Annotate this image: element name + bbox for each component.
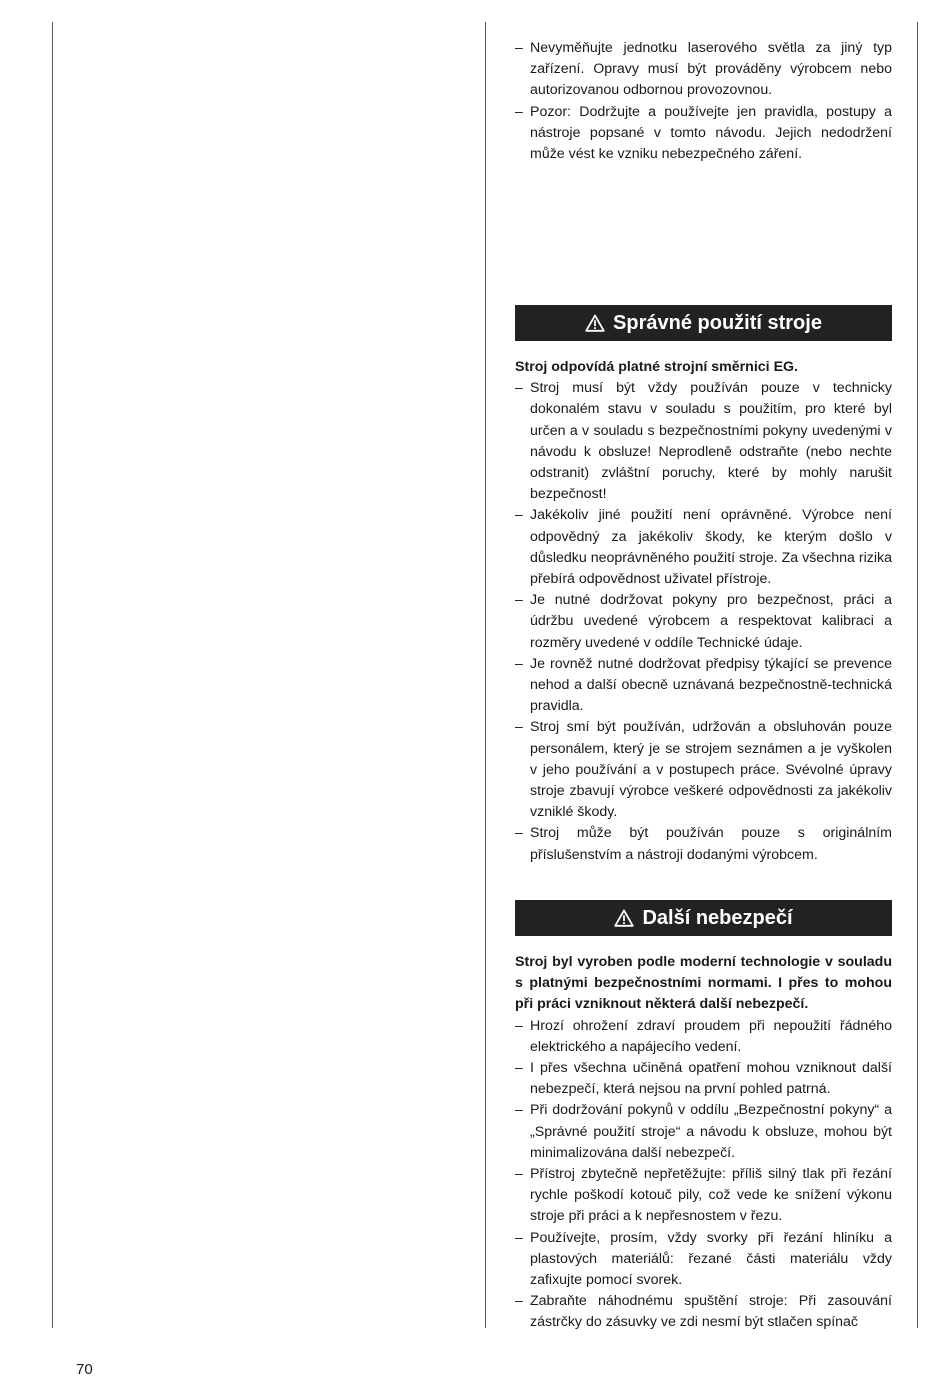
list-item: – Je rovněž nutné dodržovat předpisy týkající se prevence nehod a další obecně uznávaná bezpečnostně-technická pravidla.	[515, 654, 892, 718]
list-item: – Pozor: Dodržujte a používejte jen pravidla, postupy a nástroje popsané v tomto návodu. Jejich nedodržení může vést ke vzniku nebezpečného záření.	[515, 102, 892, 166]
section-title: Správné použití stroje	[613, 311, 822, 334]
list-item: – Používejte, prosím, vždy svorky při řezání hliníku a plastových materiálů: řezané části materiálu vždy zafixujte pomocí svorek.	[515, 1228, 892, 1292]
list-item: – I přes všechna učiněná opatření mohou vzniknout další nebezpečí, která nejsou na první pohled patrná.	[515, 1058, 892, 1100]
list-item: – Zabraňte náhodnému spuštění stroje: Při zasouvání zástrčky do zásuvky ve zdi nesmí být stlačen spínač	[515, 1291, 892, 1333]
warning-triangle-icon	[614, 909, 634, 927]
list-item: – Při dodržování pokynů v oddílu „Bezpečnostní pokyny“ a „Správné použití stroje“ a návodu k obsluze, mohou být minimalizována další nebezpečí.	[515, 1100, 892, 1164]
section-lead: Stroj odpovídá platné strojní směrnici EG.	[515, 359, 799, 375]
intro-block	[515, 38, 892, 165]
column-divider-rule	[485, 22, 486, 1328]
section-body-other-hazards	[515, 952, 892, 1334]
list-item: – Je nutné dodržovat pokyny pro bezpečnost, práci a údržbu uvedené výrobcem a respektovat kalibraci a rozměry uvedené v oddíle Technické údaje.	[515, 590, 892, 654]
list-item: – Jakékoliv jiné použití není oprávněné. Výrobce není odpovědný za jakékoliv škody, ke kterým došlo v důsledku neoprávněného použití stroje. Za všechna rizika přebírá odpovědnost uživatel přístroje.	[515, 505, 892, 590]
intro-list	[515, 38, 892, 165]
list-item: – Stroj může být používán pouze s originálním příslušenstvím a nástroji dodanými výrobcem.	[515, 823, 892, 865]
page-number: 70	[76, 1361, 93, 1378]
list-item: – Hrozí ohrožení zdraví proudem při nepoužití řádného elektrického a napájecího vedení.	[515, 1016, 892, 1058]
section-lead: Stroj byl vyroben podle moderní technologie v souladu s platnými bezpečnostními normami. I přes to mohou při práci vzniknout některá další nebezpečí.	[515, 954, 892, 1013]
section-heading-correct-use	[515, 305, 892, 341]
list-item: – Stroj musí být vždy používán pouze v technicky dokonalém stavu v souladu s použitím, pro které byl určen a v souladu s bezpečnostními pokyny uvedenými v návodu k obsluze! Neprodleně odstraňte (nebo nechte odstranit) zvláštní poruchy, které by mohly narušit bezpečnost!	[515, 378, 892, 505]
list-item: – Nevyměňujte jednotku laserového světla za jiný typ zařízení. Opravy musí být prováděny výrobcem nebo autorizovanou odbornou provozovnou.	[515, 38, 892, 102]
left-margin-rule	[52, 22, 53, 1328]
section-title: Další nebezpečí	[642, 906, 793, 929]
section-list	[515, 1016, 892, 1334]
section-heading-other-hazards	[515, 900, 892, 936]
list-item: – Přístroj zbytečně nepřetěžujte: příliš silný tlak při řezání rychle poškodí kotouč pily, což vede ke snížení výkonu stroje při práci a k nepřesnostem v řezu.	[515, 1164, 892, 1228]
section-body-correct-use	[515, 357, 892, 866]
right-margin-rule	[917, 22, 918, 1328]
warning-triangle-icon	[585, 314, 605, 332]
list-item: – Stroj smí být používán, udržován a obsluhován pouze personálem, který je se strojem seznámen a je vyškolen v jeho používání a v postupech práce. Svévolné úpravy stroje zbavují výrobce veškeré odpovědnosti za jakékoliv vzniklé škody.	[515, 717, 892, 823]
section-list	[515, 378, 892, 866]
